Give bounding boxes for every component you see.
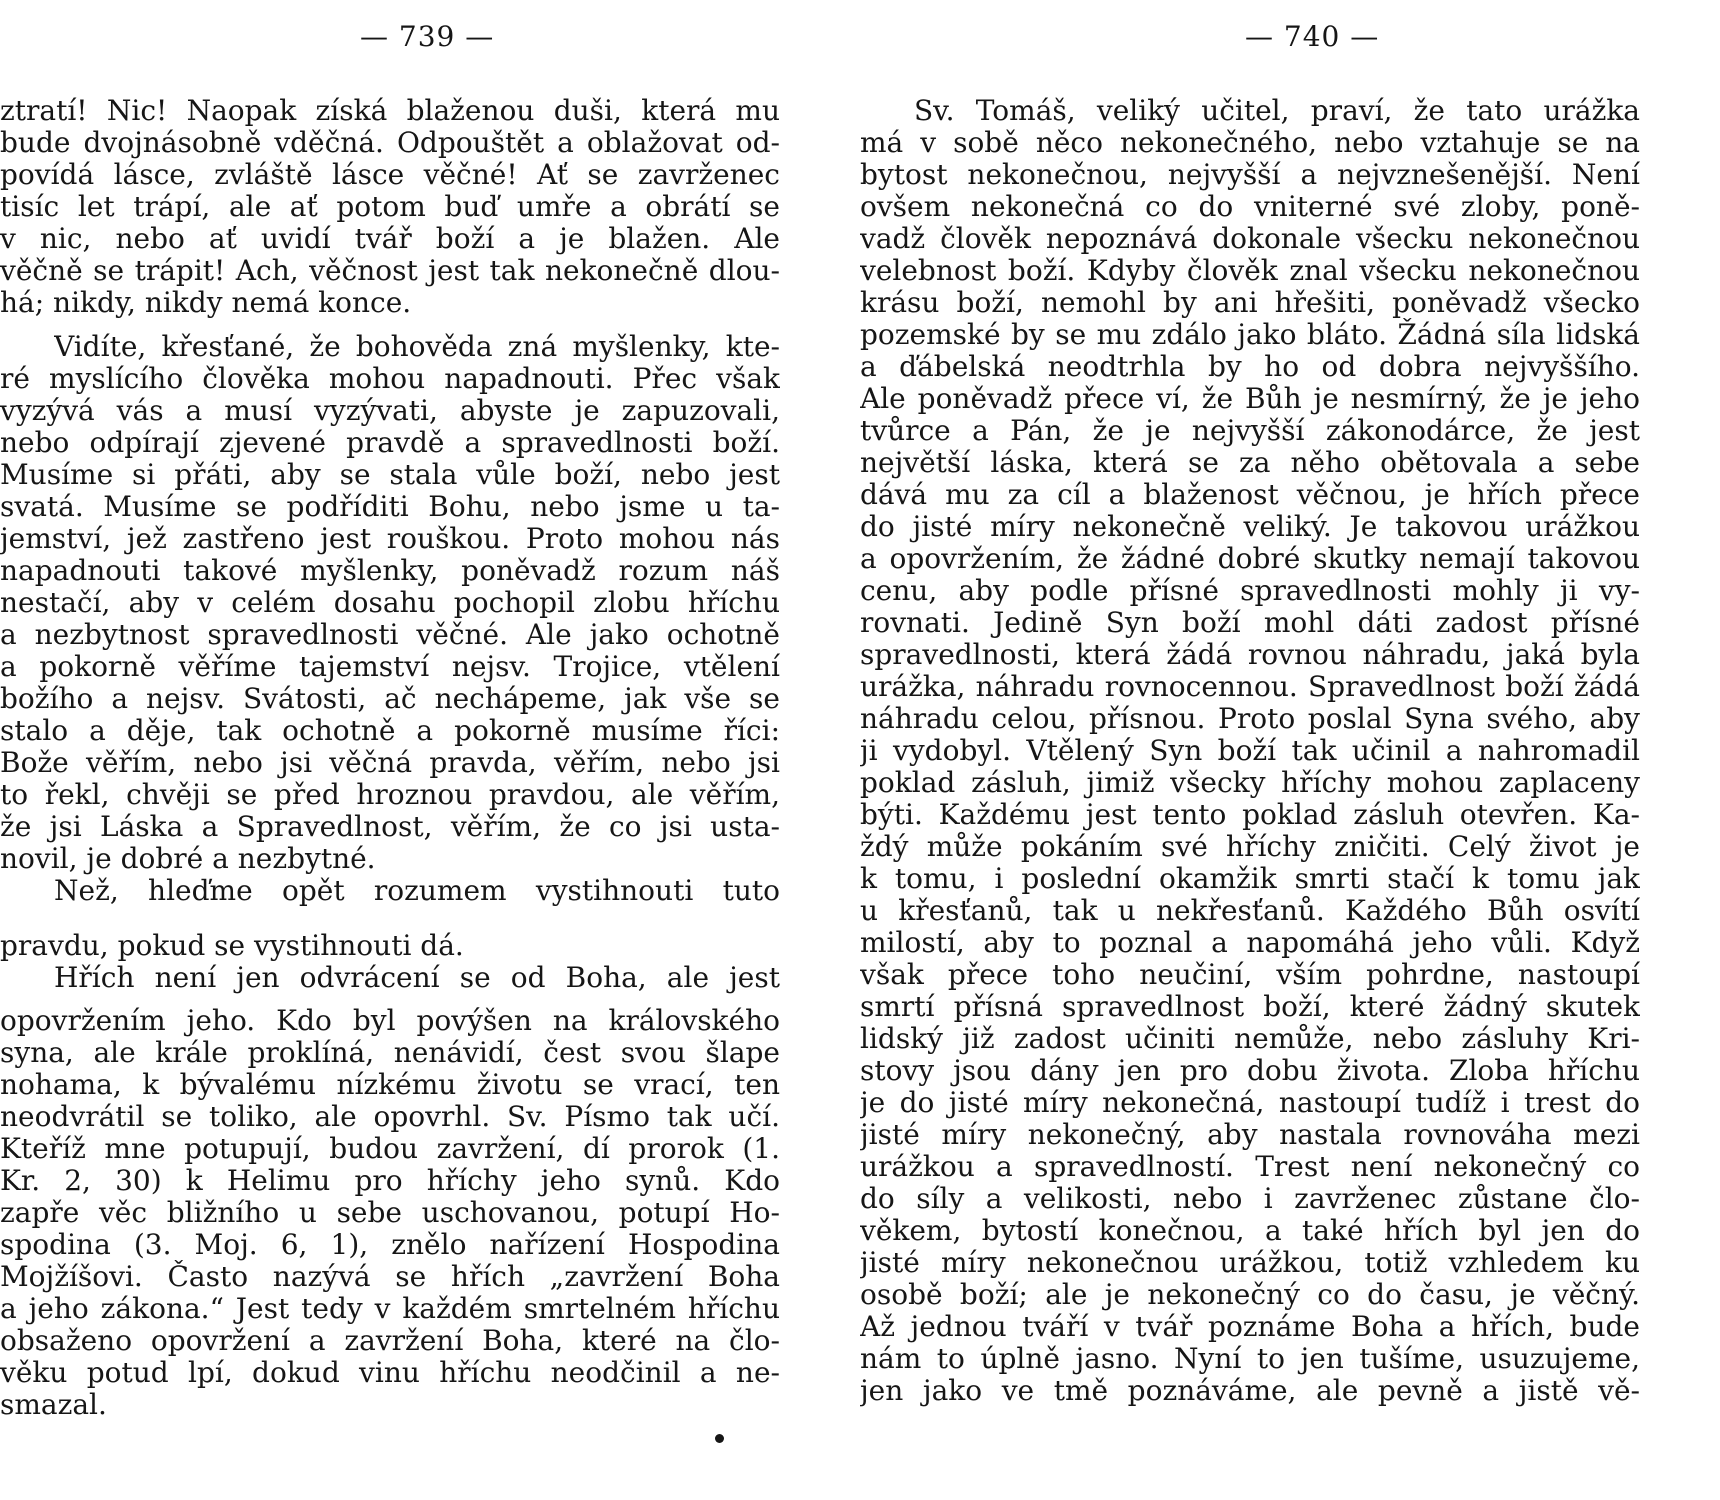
text-line: náhradu celou, přísnou. Proto poslal Syna svého, aby [860, 702, 1640, 735]
text-line: neodvrátil se toliko, ale opovrhl. Sv. Písmo tak učí. [0, 1100, 780, 1133]
text-line: do jisté míry nekonečně veliký. Je takovou urážkou [860, 510, 1640, 543]
text-line: tisíc let trápí, ale ať potom buď umře a obrátí se [0, 190, 780, 223]
text-line: poklad zásluh, jimiž všecky hříchy mohou zaplaceny [860, 766, 1640, 799]
text-line: však přece toho neučiní, vším pohrdne, nastoupí [860, 958, 1640, 991]
text-line: v nic, nebo ať uvidí tvář boží a je blažen. Ale [0, 222, 780, 255]
text-line: vyzývá vás a musí vyzývati, abyste je zapuzovali, [0, 394, 780, 427]
text-line: milostí, aby to poznal a napomáhá jeho vůli. Když [860, 926, 1640, 959]
text-line: jen jako ve tmě poznáváme, ale pevně a jistě vě- [860, 1374, 1640, 1407]
text-line: há; nikdy, nikdy nemá konce. [0, 286, 412, 319]
text-line: věčně se trápit! Ach, věčnost jest tak nekonečně dlou- [0, 254, 780, 287]
text-line: do síly a velikosti, nebo i zavrženec zůstane člo- [860, 1182, 1640, 1215]
text-line: že jsi Láska a Spravedlnost, věřím, že co jsi usta- [0, 810, 780, 843]
text-line: nám to úplně jasno. Nyní to jen tušíme, usuzujeme, [860, 1342, 1640, 1375]
text-line: ztratí! Nic! Naopak získá blaženou duši, která mu [0, 94, 780, 127]
text-line: spravedlnosti, která žádá rovnou náhradu, jaká byla [860, 638, 1640, 671]
text-line: svatá. Musíme se podříditi Bohu, nebo jsme u ta- [0, 490, 780, 523]
text-line: k tomu, i poslední okamžik smrti stačí k tomu jak [860, 862, 1640, 895]
text-line: ždý může pokáním své hříchy zničiti. Celý život je [860, 830, 1640, 863]
text-line: vadž člověk nepoznává dokonale všecku nekonečnou [860, 222, 1640, 255]
text-line: býti. Každému jest tento poklad zásluh otevřen. Ka- [860, 798, 1640, 831]
text-line: lidský již zadost učiniti nemůže, nebo zásluhy Kri- [860, 1022, 1640, 1055]
text-line: Bože věřím, nebo jsi věčná pravda, věřím, nebo jsi [0, 746, 780, 779]
text-line: opovržením jeho. Kdo byl povýšen na královského [0, 1004, 780, 1037]
text-line: pravdu, pokud se vystihnouti dá. [0, 929, 464, 962]
text-line: to řekl, chvěji se před hroznou pravdou, ale věřím, [0, 778, 780, 811]
page-number: — 740 — [1245, 20, 1380, 53]
text-line: Sv. Tomáš, veliký učitel, praví, že tato urážka [914, 94, 1640, 127]
bullet-dot [715, 1434, 724, 1443]
text-line: bytost nekonečnou, nejvyšší a nejvznešenější. Není [860, 158, 1640, 191]
text-line: stalo a děje, tak ochotně a pokorně musíme říci: [0, 714, 780, 747]
right-page [860, 0, 1640, 1500]
text-line: urážkou a spravedlností. Trest není nekonečný co [860, 1150, 1640, 1183]
text-line: dává mu za cíl a blaženost věčnou, je hřích přece [860, 478, 1640, 511]
text-line: krásu boží, nemohl by ani hřešiti, poněvadž všecko [860, 286, 1640, 319]
text-line: rovnati. Jedině Syn boží mohl dáti zadost přísné [860, 606, 1640, 639]
text-line: a nezbytnost spravedlnosti věčné. Ale jako ochotně [0, 618, 780, 651]
text-line: u křesťanů, tak u nekřesťanů. Každého Bůh osvítí [860, 894, 1640, 927]
text-line: Vidíte, křesťané, že bohověda zná myšlenky, kte- [54, 330, 780, 363]
text-line: novil, je dobré a nezbytné. [0, 842, 376, 875]
text-line: syna, ale krále proklíná, nenávidí, čest svou šlape [0, 1036, 780, 1069]
text-line: ré myslícího člověka mohou napadnouti. Přec však [0, 362, 780, 395]
text-line: jisté míry nekonečný, aby nastala rovnováha mezi [860, 1118, 1640, 1151]
text-line: Než, hleďme opět rozumem vystihnouti tuto [54, 874, 780, 907]
text-line: největší láska, která se za něho obětovala a sebe [860, 446, 1640, 479]
left-page [0, 0, 780, 1500]
text-line: je do jisté míry nekonečná, nastoupí tudíž i trest do [860, 1086, 1640, 1119]
text-line: bude dvojnásobně vděčná. Odpouštět a oblažovat od- [0, 126, 780, 159]
text-line: Mojžíšovi. Často nazývá se hřích „zavržení Boha [0, 1260, 780, 1293]
text-line: velebnost boží. Kdyby člověk znal všecku nekonečnou [860, 254, 1640, 287]
page-number: — 739 — [360, 20, 495, 53]
text-line: Ale poněvadž přece ví, že Bůh je nesmírný, že je jeho [860, 382, 1640, 415]
text-line: pozemské by se mu zdálo jako bláto. Žádná síla lidská [860, 318, 1640, 351]
text-line: stovy jsou dány jen pro dobu života. Zloba hříchu [860, 1054, 1640, 1087]
text-line: nebo odpírají zjevené pravdě a spravedlnosti boží. [0, 426, 780, 459]
text-line: nohama, k bývalému nízkému životu se vrací, ten [0, 1068, 780, 1101]
text-line: smrtí přísná spravedlnost boží, které žádný skutek [860, 990, 1640, 1023]
text-line: obsaženo opovržení a zavržení Boha, které na člo- [0, 1324, 780, 1357]
text-line: a opovržením, že žádné dobré skutky nemají takovou [860, 542, 1640, 575]
text-line: Kteříž mne potupují, budou zavržení, dí prorok (1. [0, 1132, 780, 1165]
text-line: spodina (3. Moj. 6, 1), znělo nařízení Hospodina [0, 1228, 780, 1261]
text-line: smazal. [0, 1388, 107, 1421]
text-line: nestačí, aby v celém dosahu pochopil zlobu hříchu [0, 586, 780, 619]
text-line: ji vydobyl. Vtělený Syn boží tak učinil a nahromadil [860, 734, 1640, 767]
text-line: věkem, bytostí konečnou, a také hřích byl jen do [860, 1214, 1640, 1247]
text-line: osobě boží; ale je nekonečný co do času, je věčný. [860, 1278, 1640, 1311]
text-line: povídá lásce, zvláště lásce věčné! Ať se zavrženec [0, 158, 780, 191]
text-line: zapře věc bližního u sebe uschovanou, potupí Ho- [0, 1196, 780, 1229]
text-line: napadnouti takové myšlenky, poněvadž rozum náš [0, 554, 780, 587]
text-line: a pokorně věříme tajemství nejsv. Trojice, vtělení [0, 650, 780, 683]
text-line: a jeho zákona.“ Jest tedy v každém smrtelném hříchu [0, 1292, 780, 1325]
text-line: tvůrce a Pán, že je nejvyšší zákonodárce, že jest [860, 414, 1640, 447]
text-line: jisté míry nekonečnou urážkou, totiž vzhledem ku [860, 1246, 1640, 1279]
text-line: Kr. 2, 30) k Helimu pro hříchy jeho synů. Kdo [0, 1164, 780, 1197]
text-line: věku potud lpí, dokud vinu hříchu neodčinil a ne- [0, 1356, 780, 1389]
text-line: Musíme si přáti, aby se stala vůle boží, nebo jest [0, 458, 780, 491]
text-line: a ďábelská neodtrhla by ho od dobra nejvyššího. [860, 350, 1640, 383]
text-line: Až jednou tváří v tvář poznáme Boha a hřích, bude [860, 1310, 1640, 1343]
text-line: urážka, náhradu rovnocennou. Spravedlnost boží žádá [860, 670, 1640, 703]
text-line: má v sobě něco nekonečného, nebo vztahuje se na [860, 126, 1640, 159]
text-line: ovšem nekonečná co do vniterné své zloby, poně- [860, 190, 1640, 223]
text-line: cenu, aby podle přísné spravedlnosti mohly ji vy- [860, 574, 1640, 607]
text-line: jemství, jež zastřeno jest rouškou. Proto mohou nás [0, 522, 780, 555]
text-line: božího a nejsv. Svátosti, ač nechápeme, jak vše se [0, 682, 780, 715]
text-line: Hřích není jen odvrácení se od Boha, ale jest [54, 961, 780, 994]
